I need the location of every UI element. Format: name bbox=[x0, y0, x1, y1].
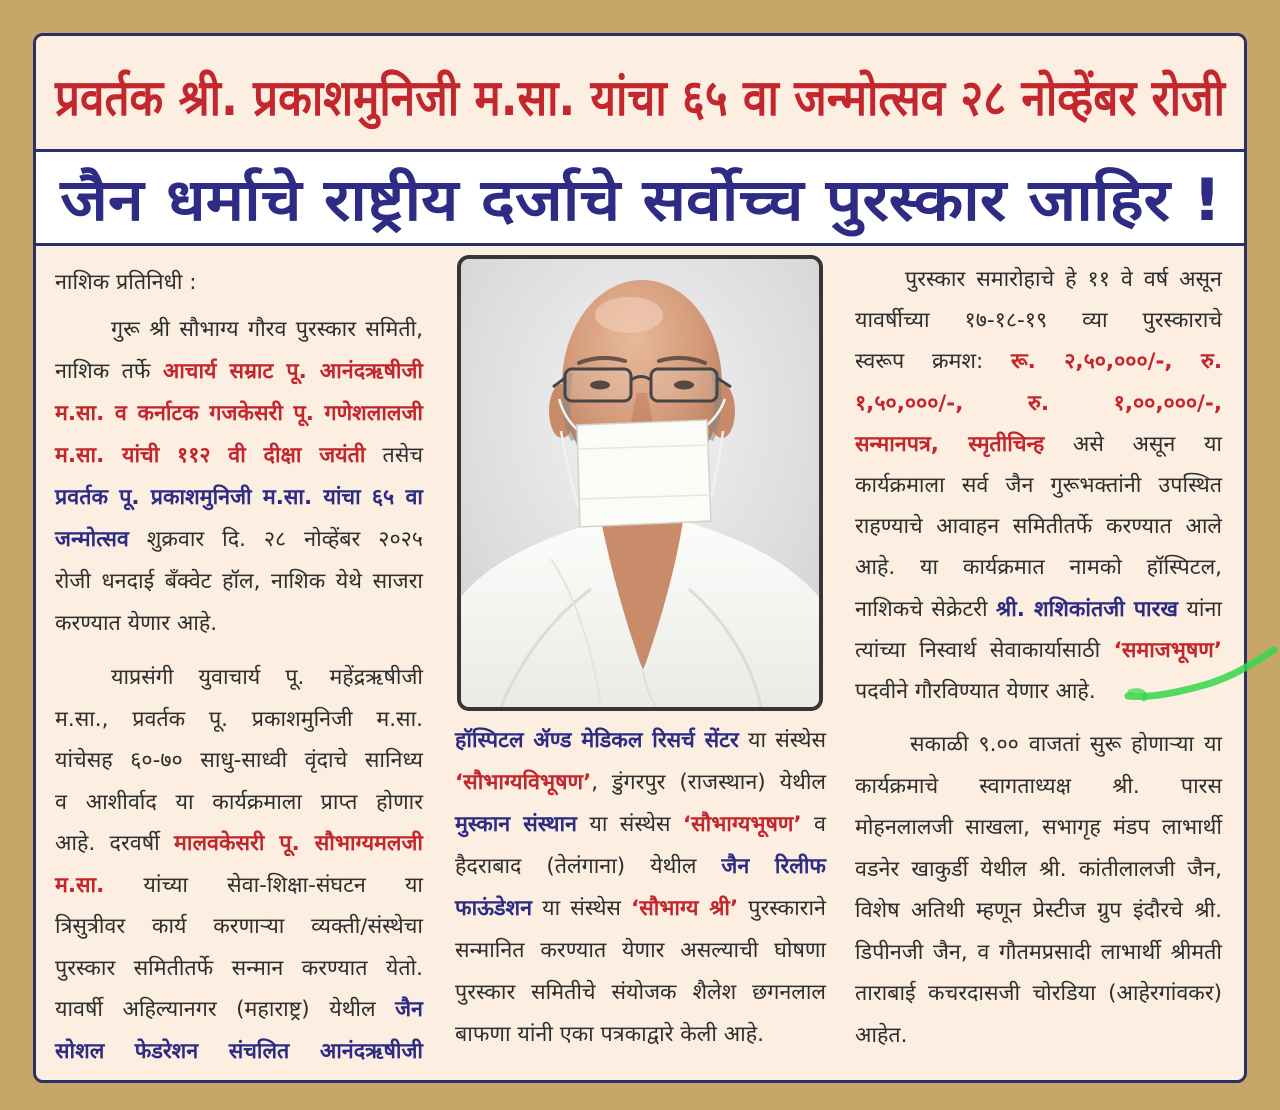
right-column-paragraph-2 bbox=[855, 724, 1222, 1056]
highlighted-text: म.सा. यांची ११२ वी दीक्षा जयंती bbox=[55, 443, 366, 468]
text-line bbox=[455, 804, 826, 846]
divider-line bbox=[36, 243, 1244, 246]
highlighted-text: १,५०,०००/-, रु. १,००,०००/-, bbox=[855, 390, 1222, 416]
text-run: असे असून या bbox=[1044, 431, 1222, 457]
green-highlighter-stroke bbox=[1118, 636, 1280, 710]
text-run: म.सा., प्रवर्तक पू. प्रकाशमुनिजी म.सा. bbox=[55, 706, 423, 732]
text-run: बाफणा यांनी एका पत्रकाद्वारे केली आहे. bbox=[455, 1022, 764, 1047]
text-line bbox=[855, 973, 1222, 1015]
text-line bbox=[855, 724, 1222, 766]
text-line bbox=[55, 782, 423, 824]
text-line bbox=[55, 948, 423, 990]
text-line bbox=[855, 1015, 1222, 1057]
highlighted-text: ‘सौभाग्यविभूषण’ bbox=[455, 770, 592, 795]
text-line bbox=[455, 1014, 826, 1056]
portrait-illustration bbox=[461, 259, 819, 707]
text-line bbox=[855, 890, 1222, 932]
highlighted-text: सन्मानपत्र, स्मृतीचिन्ह bbox=[855, 431, 1045, 457]
text-run: आहेत. bbox=[855, 1022, 908, 1048]
text-run: डिपीनजी जैन, व गौतमप्रसादी लाभार्थी श्रीमती bbox=[855, 939, 1222, 965]
text-line bbox=[855, 465, 1222, 506]
highlighted-text: ‘सौभाग्य श्री’ bbox=[631, 896, 739, 921]
text-line bbox=[55, 657, 423, 699]
text-line bbox=[55, 351, 423, 393]
highlighted-text: प्रवर्तक पू. प्रकाशमुनिजी म.सा. यांचा ६५ वा bbox=[55, 485, 423, 510]
text-run: गुरू श्री सौभाग्य गौरव पुरस्कार समिती, bbox=[111, 317, 423, 342]
text-run: राहण्याचे आवाहन समितीतर्फे करण्यात आले bbox=[855, 514, 1222, 540]
text-line bbox=[455, 888, 826, 930]
text-run: तसेच bbox=[365, 443, 424, 468]
left-column-paragraph-2 bbox=[55, 657, 423, 1072]
text-line bbox=[55, 699, 423, 741]
text-run: रोजी धनदाई बँक्वेट हॉल, नाशिक येथे साजरा bbox=[55, 569, 423, 594]
text-line bbox=[855, 807, 1222, 849]
text-line bbox=[55, 906, 423, 948]
text-run: या संस्थेस bbox=[532, 896, 632, 921]
highlighted-text: श्री. शशिकांतजी पारख bbox=[996, 596, 1178, 622]
highlighted-text: जैन bbox=[395, 997, 423, 1022]
text-run: शुक्रवार दि. २८ नोव्हेंबर २०२५ bbox=[128, 527, 423, 552]
text-run: नाशिकचे सेक्रेटरी bbox=[855, 596, 996, 622]
text-line bbox=[855, 383, 1222, 424]
text-run: यावर्षी अहिल्यानगर (महाराष्ट्र) येथील bbox=[55, 997, 396, 1022]
text-run: आहे. या कार्यक्रमात नामको हॉस्पिटल, bbox=[855, 555, 1222, 581]
text-line bbox=[455, 930, 826, 972]
text-run: पदवीने गौरविण्यात येणार आहे. bbox=[855, 678, 1096, 704]
text-line bbox=[55, 561, 423, 603]
text-run: त्रिसुत्रीवर कार्य करणाऱ्या व्यक्ती/संस्थेचा bbox=[55, 914, 423, 939]
highlighted-text: रू. २,५०,०००/-, रु. bbox=[1010, 349, 1222, 375]
text-run: पुरस्कार समितीचे संयोजक शैलेश छगनलाल bbox=[455, 980, 826, 1005]
text-run: यांना bbox=[1178, 596, 1222, 622]
text-run: पुरस्कार समितीतर्फे सन्मान करण्यात येतो. bbox=[55, 955, 423, 981]
text-line bbox=[855, 506, 1222, 547]
highlighted-text: सोशल फेडरेशन संचलित आनंदऋषीजी bbox=[55, 1038, 423, 1064]
text-line bbox=[55, 309, 423, 351]
text-line bbox=[55, 989, 423, 1031]
highlighted-text: ‘सौभाग्यभूषण’ bbox=[682, 812, 802, 837]
text-line bbox=[55, 477, 423, 519]
main-headline bbox=[60, 158, 1222, 242]
text-line bbox=[55, 865, 423, 907]
text-run: ताराबाई कचरदासजी चोरडिया (आहेरगांवकर) bbox=[855, 981, 1222, 1006]
text-line bbox=[55, 603, 423, 645]
text-run: यांच्या सेवा-शिक्षा-संघटन या bbox=[104, 872, 423, 898]
text-run: व bbox=[801, 812, 826, 837]
text-line bbox=[455, 762, 826, 804]
highlighted-text: ‘समाजभूषण’ bbox=[1113, 637, 1222, 663]
text-line bbox=[55, 393, 423, 435]
portrait-photo bbox=[457, 255, 823, 711]
text-line bbox=[855, 341, 1222, 382]
text-run: , डुंगरपुर (राजस्थान) येथील bbox=[591, 770, 826, 795]
highlighted-text: जैन रिलीफ bbox=[721, 854, 826, 879]
text-line bbox=[55, 1031, 423, 1073]
highlighted-text: म.सा. bbox=[55, 872, 105, 898]
text-run: सन्मानित करण्यात येणार असल्याची घोषणा bbox=[455, 938, 826, 963]
kicker-headline bbox=[55, 58, 1225, 138]
highlighted-text: मालवकेसरी पू. सौभाग्यमलजी bbox=[174, 831, 423, 856]
text-line bbox=[55, 740, 423, 782]
left-column-paragraph-1 bbox=[55, 309, 423, 645]
text-run: वडनेर खाकुर्डी येथील श्री. कांतीलालजी जैन, bbox=[855, 856, 1222, 882]
text-run: सकाळी ९.०० वाजतां सुरू होणाऱ्या या bbox=[910, 732, 1222, 757]
text-run: आहे. दरवर्षी bbox=[55, 831, 175, 856]
text-run: स्वरूप क्रमश: bbox=[855, 349, 1011, 375]
middle-column-paragraph bbox=[455, 720, 826, 1056]
text-run: विशेष अतिथी म्हणून प्रेस्टीज ग्रुप इंदौरचे श्री. bbox=[855, 898, 1222, 923]
text-line bbox=[855, 589, 1222, 630]
text-run: याप्रसंगी युवाचार्य पू. महेंद्रऋषीजी bbox=[111, 665, 423, 690]
text-line bbox=[855, 424, 1222, 465]
text-run: करण्यात येणार आहे. bbox=[55, 611, 218, 636]
text-line bbox=[855, 300, 1222, 341]
highlighted-text: आचार्य सम्राट पू. आनंदऋषीजी bbox=[162, 359, 423, 384]
dateline: नाशिक प्रतिनिधी : bbox=[55, 270, 197, 295]
kicker-headline-text: प्रवर्तक श्री. प्रकाशमुनिजी म.सा. यांचा ६५ वा जन्मोत्सव २८ नोव्हेंबर रोजी bbox=[55, 69, 1225, 127]
text-run: या संस्थेस bbox=[576, 812, 683, 837]
text-run: यांचेसह ६०-७० साधु-साध्वी वृंदाचे सानिध्य bbox=[55, 748, 423, 773]
text-run: नाशिक तर्फे bbox=[55, 359, 163, 384]
main-headline-text: जैन धर्माचे राष्ट्रीय दर्जाचे सर्वोच्च पुरस्कार जाहिर ! bbox=[60, 166, 1222, 234]
text-line bbox=[855, 259, 1222, 300]
text-line bbox=[855, 766, 1222, 808]
text-run: मोहनलालजी साखला, सभागृह मंडप लाभार्थी bbox=[855, 815, 1222, 840]
text-run: कार्यक्रमाला सर्व जैन गुरूभक्तांनी उपस्थित bbox=[855, 472, 1222, 498]
text-line bbox=[855, 547, 1222, 588]
text-run: व आशीर्वाद या कार्यक्रमाला प्राप्त होणार bbox=[55, 789, 423, 815]
text-run: पुरस्कार समारोहाचे हे ११ वे वर्ष असून bbox=[905, 267, 1222, 292]
text-run: या संस्थेस bbox=[738, 728, 826, 753]
text-line bbox=[55, 435, 423, 477]
text-line bbox=[455, 720, 826, 762]
highlighted-text: मुस्कान संस्थान bbox=[455, 812, 577, 837]
text-line bbox=[55, 519, 423, 561]
text-run: पुरस्काराने bbox=[738, 896, 826, 921]
text-run: यावर्षीच्या १७-१८-१९ व्या पुरस्काराचे bbox=[855, 308, 1222, 334]
text-run: त्यांच्या निस्वार्थ सेवाकार्यासाठी bbox=[855, 637, 1114, 663]
highlighted-text: हॉस्पिटल ॲण्ड मेडिकल रिसर्च सेंटर bbox=[455, 728, 739, 753]
text-run: हैदराबाद (तेलंगाना) येथील bbox=[455, 854, 722, 879]
text-line bbox=[855, 932, 1222, 974]
highlighted-text: म.सा. व कर्नाटक गजकेसरी पू. गणेशलालजी bbox=[55, 401, 423, 426]
text-line bbox=[55, 823, 423, 865]
text-line bbox=[455, 846, 826, 888]
highlighted-text: फाऊंडेशन bbox=[455, 896, 533, 921]
text-run: कार्यक्रमाचे स्वागताध्यक्ष श्री. पारस bbox=[855, 773, 1222, 799]
text-line bbox=[855, 849, 1222, 891]
text-line bbox=[455, 972, 826, 1014]
highlighted-text: जन्मोत्सव bbox=[55, 527, 129, 552]
